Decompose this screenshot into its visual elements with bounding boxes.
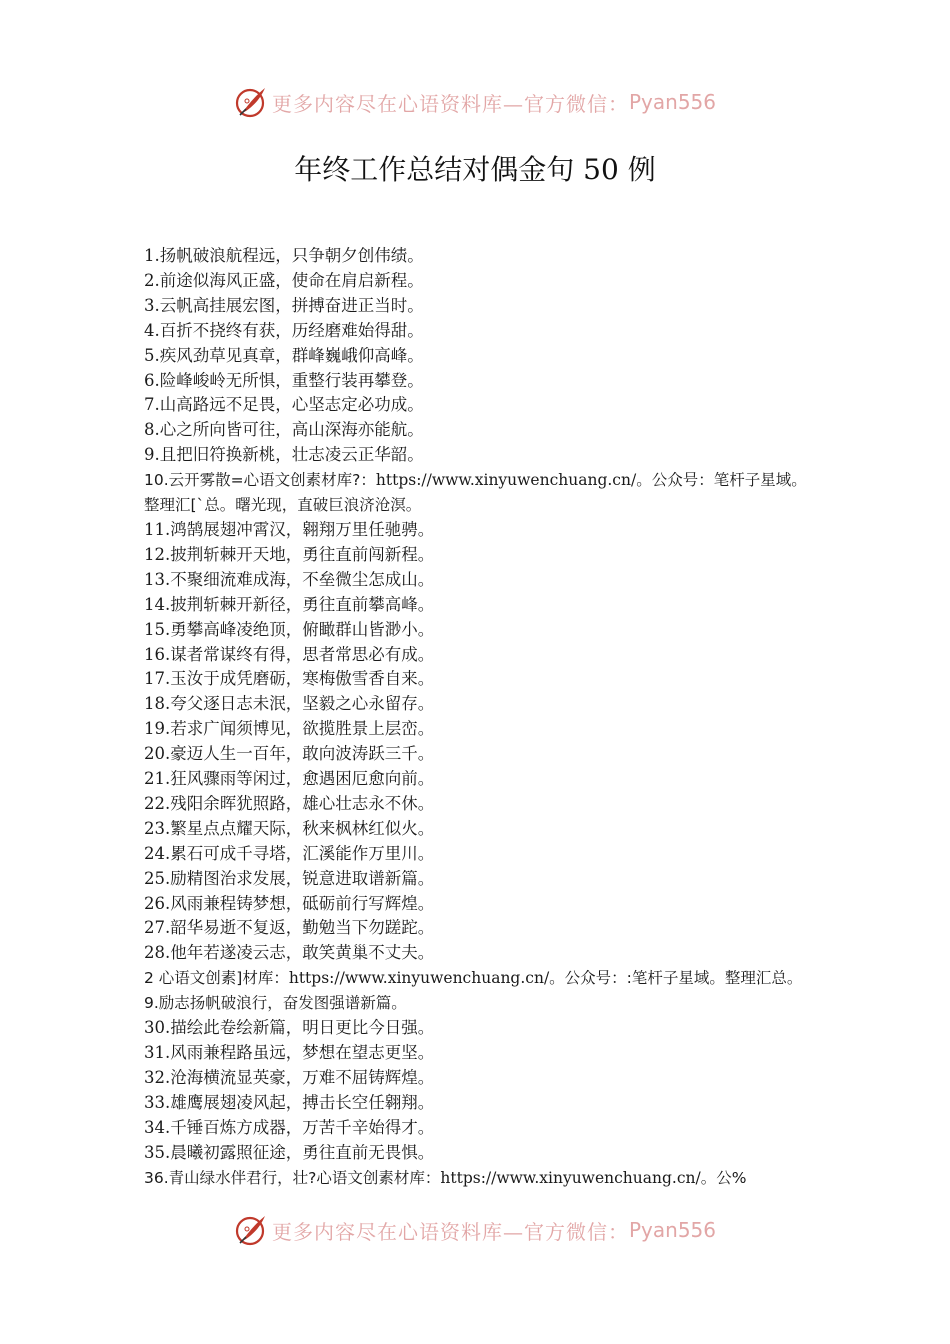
list-item: 11.鸿鹄展翅冲霄汉，翱翔万里任驰骋。 (144, 519, 435, 539)
list-item: 4.百折不挠终有获，历经磨难始得甜。 (144, 320, 424, 340)
list-item: 8.心之所向皆可往，高山深海亦能航。 (144, 420, 424, 440)
list-item-watermarked (144, 1166, 814, 1191)
source-url: https://www.xinyuwenchuang.cn/ (440, 1168, 701, 1187)
document-body (144, 244, 814, 1190)
list-item: 3.云帆高挂展宏图，拼搏奋进正当时。 (144, 295, 424, 315)
footer-banner-text: 更多内容尽在心语资料库—官方微信： (271, 1219, 629, 1244)
list-item: 34.千锤百炼方成器，万苦千辛始得才。 (144, 1117, 435, 1137)
list-item: 24.累石可成千寻塔，汇溪能作万里川。 (144, 843, 435, 863)
line-prefix: 2 心语文创素]材库： (144, 969, 289, 988)
header-wechat-id: Pyan556 (628, 90, 716, 114)
list-item: 21.狂风骤雨等闲过，愈遇困厄愈向前。 (144, 769, 435, 789)
list-item-watermarked (144, 468, 814, 518)
list-item: 13.不聚细流难成海，不垒微尘怎成山。 (144, 569, 435, 589)
list-item: 22.残阳余晖犹照路，雄心壮志永不休。 (144, 793, 435, 813)
quill-logo-icon (234, 1213, 268, 1247)
list-item: 16.谋者常谋终有得，思者常思必有成。 (144, 644, 435, 664)
list-item: 6.险峰峻岭无所惧，重整行装再攀登。 (144, 370, 424, 390)
list-item: 14.披荆斩棘开新径，勇往直前攀高峰。 (144, 594, 435, 614)
list-item: 32.沧海横流显英豪，万难不屈铸辉煌。 (144, 1067, 435, 1087)
list-item: 7.山高路远不足畏，心坚志定必功成。 (144, 395, 424, 415)
footer-banner (0, 1210, 950, 1250)
list-item: 17.玉汝于成凭磨砺，寒梅傲雪香自来。 (144, 669, 435, 689)
list-item: 26.风雨兼程铸梦想，砥砺前行写辉煌。 (144, 893, 435, 913)
list-item: 19.若求广闻须博见，欲揽胜景上层峦。 (144, 719, 435, 739)
list-item: 33.雄鹰展翅凌风起，搏击长空任翱翔。 (144, 1092, 435, 1112)
line-prefix: 10.云开雾散=心语文创素材库?： (144, 471, 376, 490)
line-suffix: 。公众号：笔杆子星域。整理汇[`总。曙光现，直破巨浪济沧溟。 (144, 471, 807, 515)
line-suffix: 。公% (700, 1168, 747, 1187)
list-item: 18.夸父逐日志未泯，坚毅之心永留存。 (144, 694, 435, 714)
list-item: 31.风雨兼程路虽远，梦想在望志更坚。 (144, 1043, 435, 1062)
header-banner-text: 更多内容尽在心语资料库—官方微信： (271, 91, 629, 116)
list-item: 20.豪迈人生一百年，敢向波涛跃三千。 (144, 744, 435, 764)
line-prefix: 36.青山绿水伴君行，壮?心语文创素材库： (144, 1168, 441, 1187)
list-item: 9.且把旧符换新桃，壮志凌云正华韶。 (144, 445, 424, 465)
source-url: https://www.xinyuwenchuang.cn/ (288, 969, 550, 988)
list-item: 30.描绘此卷绘新篇，明日更比今日强。 (144, 1018, 435, 1038)
list-item: 12.披荆斩棘开天地，勇往直前闯新程。 (144, 544, 435, 564)
list-item: 5.疾风劲草见真章，群峰巍峨仰高峰。 (144, 345, 424, 365)
list-item: 15.勇攀高峰凌绝顶，俯瞰群山皆渺小。 (144, 619, 435, 639)
list-item: 2.前途似海风正盛，使命在肩启新程。 (144, 270, 424, 290)
quill-logo-icon (234, 85, 268, 119)
header-banner (0, 82, 950, 122)
line-suffix: 。公众号：:笔杆子星域。整理汇总。9.励志扬帆破浪行，奋发图强谱新篇。 (144, 969, 803, 1013)
list-item-watermarked (144, 966, 814, 1016)
list-item: 1.扬帆破浪航程远，只争朝夕创伟绩。 (144, 246, 424, 265)
page-title: 年终工作总结对偶金句 50 例 (294, 153, 656, 186)
list-item: 28.他年若遂凌云志，敢笑黄巢不丈夫。 (144, 943, 435, 963)
list-item: 35.晨曦初露照征途，勇往直前无畏惧。 (144, 1142, 435, 1162)
list-item: 27.韶华易逝不复返，勤勉当下勿蹉跎。 (144, 918, 435, 938)
source-url: https://www.xinyuwenchuang.cn/ (375, 471, 637, 490)
list-item: 23.繁星点点耀天际，秋来枫林红似火。 (144, 818, 435, 838)
footer-wechat-id: Pyan556 (628, 1218, 716, 1242)
list-item: 25.励精图治求发展，锐意进取谱新篇。 (144, 868, 435, 888)
